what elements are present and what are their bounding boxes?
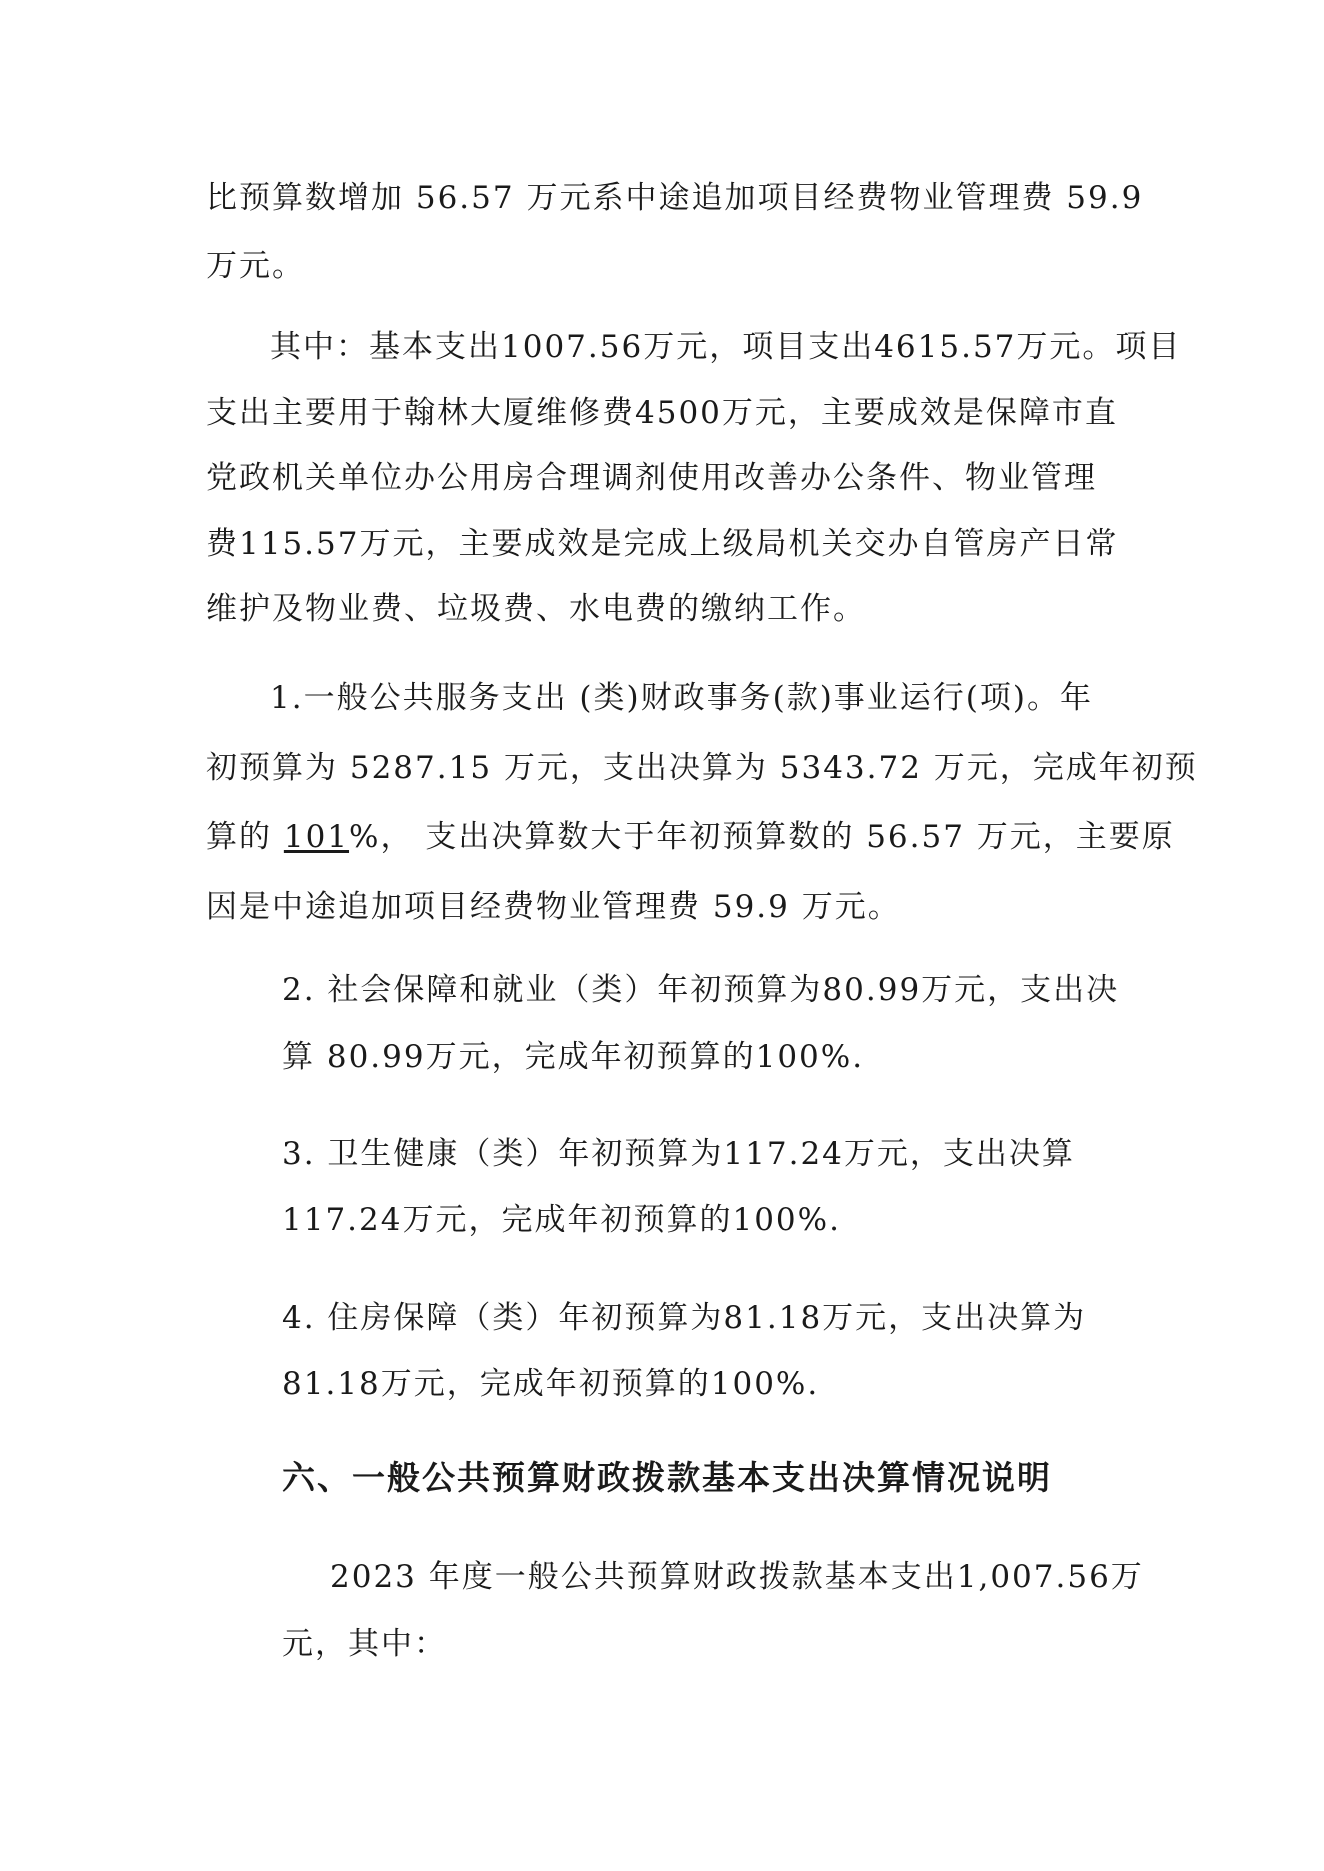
item-4-line-1: 4. 住房保障（类）年初预算为81.18万元，支出决算为 xyxy=(282,1300,1087,1336)
paragraph-2-line-4: 费115.57万元，主要成效是完成上级局机关交办自管房产日常 xyxy=(206,526,1119,562)
item-1-line-4: 因是中途追加项目经费物业管理费 59.9 万元。 xyxy=(206,889,901,925)
item-1-line-3-prefix: 算的 xyxy=(206,819,284,855)
paragraph-2-line-2: 支出主要用于翰林大厦维修费4500万元，主要成效是保障市直 xyxy=(206,395,1118,431)
item-1-underlined-percent: 101 xyxy=(283,819,350,855)
item-1-line-3-suffix: %， 支出决算数大于年初预算数的 56.57 万元，主要原 xyxy=(349,819,1175,855)
section-6-heading: 六、一般公共预算财政拨款基本支出决算情况说明 xyxy=(282,1458,1052,1497)
item-1-line-2: 初预算为 5287.15 万元，支出决算为 5343.72 万元，完成年初预 xyxy=(206,750,1198,786)
paragraph-1-line-2: 万元。 xyxy=(206,248,305,284)
paragraph-1-line-1: 比预算数增加 56.57 万元系中途追加项目经费物业管理费 59.9 xyxy=(206,180,1144,216)
item-4-line-2: 81.18万元，完成年初预算的100%. xyxy=(282,1366,820,1402)
item-2-line-2: 算 80.99万元，完成年初预算的100%. xyxy=(282,1039,865,1075)
paragraph-2-line-1: 其中：基本支出1007.56万元，项目支出4615.57万元。项目 xyxy=(270,329,1182,365)
section-6-line-2: 元，其中： xyxy=(282,1626,447,1662)
paragraph-2-line-3: 党政机关单位办公用房合理调剂使用改善办公条件、物业管理 xyxy=(206,460,1097,496)
item-2-line-1: 2. 社会保障和就业（类）年初预算为80.99万元，支出决 xyxy=(282,972,1120,1008)
section-6-line-1: 2023 年度一般公共预算财政拨款基本支出1,007.56万 xyxy=(330,1559,1144,1595)
item-3-line-2: 117.24万元，完成年初预算的100%. xyxy=(282,1202,841,1238)
item-1-line-3 xyxy=(206,817,1175,857)
item-3-line-1: 3. 卫生健康（类）年初预算为117.24万元，支出决算 xyxy=(282,1136,1075,1172)
item-1-line-1: 1.一般公共服务支出 (类)财政事务(款)事业运行(项)。年 xyxy=(270,680,1093,716)
paragraph-2-line-5: 维护及物业费、垃圾费、水电费的缴纳工作。 xyxy=(206,591,866,627)
